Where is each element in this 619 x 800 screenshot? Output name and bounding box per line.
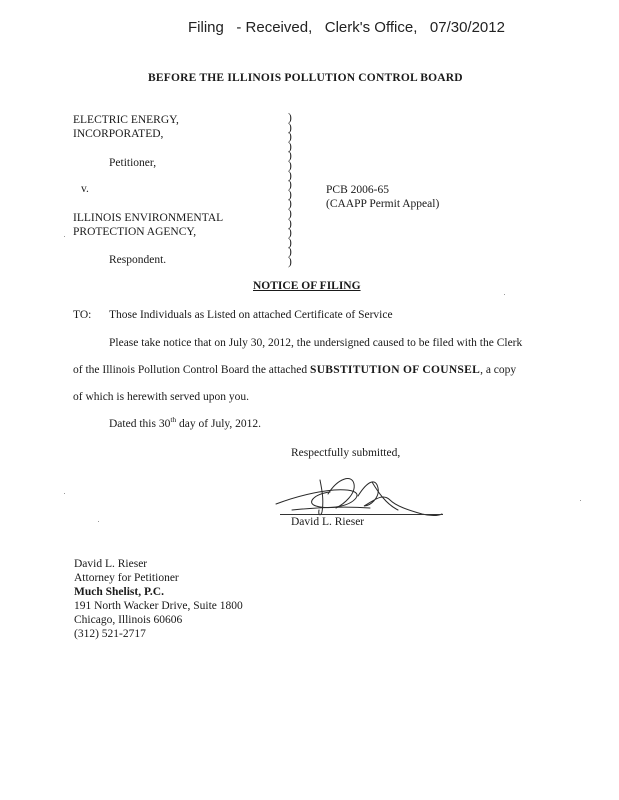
attorney-name: David L. Rieser bbox=[74, 558, 148, 570]
respondent-role: Respondent. bbox=[109, 254, 167, 266]
document-title-bold: SUBSTITUTION OF COUNSEL bbox=[310, 364, 481, 376]
filing-stamp bbox=[188, 19, 505, 36]
to-label: TO: bbox=[73, 309, 92, 321]
scan-speck bbox=[98, 521, 99, 522]
stamp-status: - Received, bbox=[236, 19, 313, 36]
case-type: (CAAPP Permit Appeal) bbox=[326, 198, 440, 210]
firm-city: Chicago, Illinois 60606 bbox=[74, 614, 183, 626]
paragraph-line3: of which is herewith served upon you. bbox=[73, 391, 249, 403]
paragraph-line2-post: , a copy bbox=[480, 364, 517, 376]
versus-label: v. bbox=[81, 183, 89, 195]
firm-phone: (312) 521-2717 bbox=[74, 628, 146, 640]
firm-street: 191 North Wacker Drive, Suite 1800 bbox=[74, 600, 243, 612]
petitioner-name-line1: ELECTRIC ENERGY, bbox=[73, 114, 179, 126]
petitioner-name-line2: INCORPORATED, bbox=[73, 128, 164, 140]
notice-title: NOTICE OF FILING bbox=[253, 280, 361, 292]
paragraph-line2-pre: of the Illinois Pollution Control Board the attached bbox=[73, 364, 310, 376]
respondent-name-line2: PROTECTION AGENCY, bbox=[73, 226, 197, 238]
dated-pre: Dated this 30 bbox=[109, 418, 171, 430]
handwritten-signature bbox=[272, 470, 452, 520]
caption-paren-divider: ) ) ) ) ) ) ) ) ) ) ) ) ) ) ) ) bbox=[288, 112, 292, 268]
stamp-office: Clerk's Office, bbox=[324, 19, 418, 36]
stamp-date: 07/30/2012 bbox=[429, 19, 505, 36]
signature-line bbox=[280, 514, 443, 515]
stamp-prefix: Filing bbox=[188, 19, 224, 36]
signer-name: David L. Rieser bbox=[291, 516, 365, 528]
scan-speck bbox=[64, 236, 65, 237]
case-number: PCB 2006-65 bbox=[326, 184, 389, 196]
dated-sup: th bbox=[170, 415, 177, 425]
law-firm-name: Much Shelist, P.C. bbox=[74, 586, 164, 598]
scan-speck bbox=[504, 294, 505, 295]
to-text: Those Individuals as Listed on attached Certificate of Service bbox=[109, 309, 393, 321]
scan-speck bbox=[580, 500, 581, 501]
respondent-name-line1: ILLINOIS ENVIRONMENTAL bbox=[73, 212, 224, 224]
closing-text: Respectfully submitted, bbox=[291, 447, 401, 459]
paragraph-line2 bbox=[73, 364, 516, 376]
board-heading: BEFORE THE ILLINOIS POLLUTION CONTROL BOARD bbox=[148, 72, 463, 84]
paragraph-line1: Please take notice that on July 30, 2012, the undersigned caused to be filed with the Clerk bbox=[109, 337, 523, 349]
dated-line bbox=[109, 415, 262, 430]
scan-speck bbox=[64, 493, 65, 494]
dated-post: day of July, 2012. bbox=[176, 418, 262, 430]
attorney-role: Attorney for Petitioner bbox=[74, 572, 179, 584]
petitioner-role: Petitioner, bbox=[109, 157, 157, 169]
